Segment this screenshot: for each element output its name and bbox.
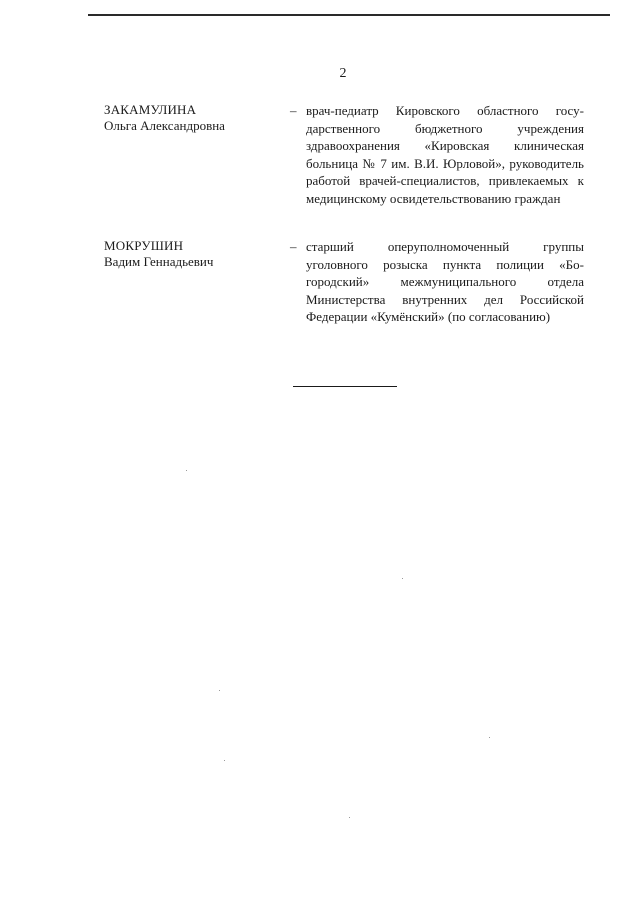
scan-speck: [402, 578, 403, 579]
role-description: врач-педиатр Кировского областного государственного бюджетного учреждения здравоохранения «Кировская клиническая больница № 7 им. В.И. Юрловой», руководитель работой врачей-специалистов, привлекаемых к медицинскому освидетельствованию граждан: [306, 103, 584, 206]
given-names: Вадим Геннадьевич: [104, 254, 214, 269]
surname: МОКРУШИН: [104, 238, 184, 253]
person-name: [104, 102, 284, 134]
scan-speck: [186, 470, 187, 471]
top-rule: [88, 14, 610, 16]
given-names: Ольга Александровна: [104, 118, 225, 133]
surname: ЗАКАМУЛИНА: [104, 102, 197, 117]
page-number: 2: [339, 66, 347, 81]
scan-speck: [224, 760, 225, 761]
scan-speck: [219, 690, 220, 691]
role-dash: –: [290, 103, 297, 118]
scan-speck: [349, 817, 350, 818]
role-dash: –: [290, 239, 297, 254]
scan-speck: [489, 737, 490, 738]
person-name: [104, 238, 284, 270]
end-rule: [293, 386, 397, 387]
role-description: старший оперуполномоченный группы уголовного розыска пункта полиции «Богородский» межмуниципального отдела Министерства внутренних дел Российской Федерации «Кумёнский» (по согласованию): [306, 239, 584, 325]
